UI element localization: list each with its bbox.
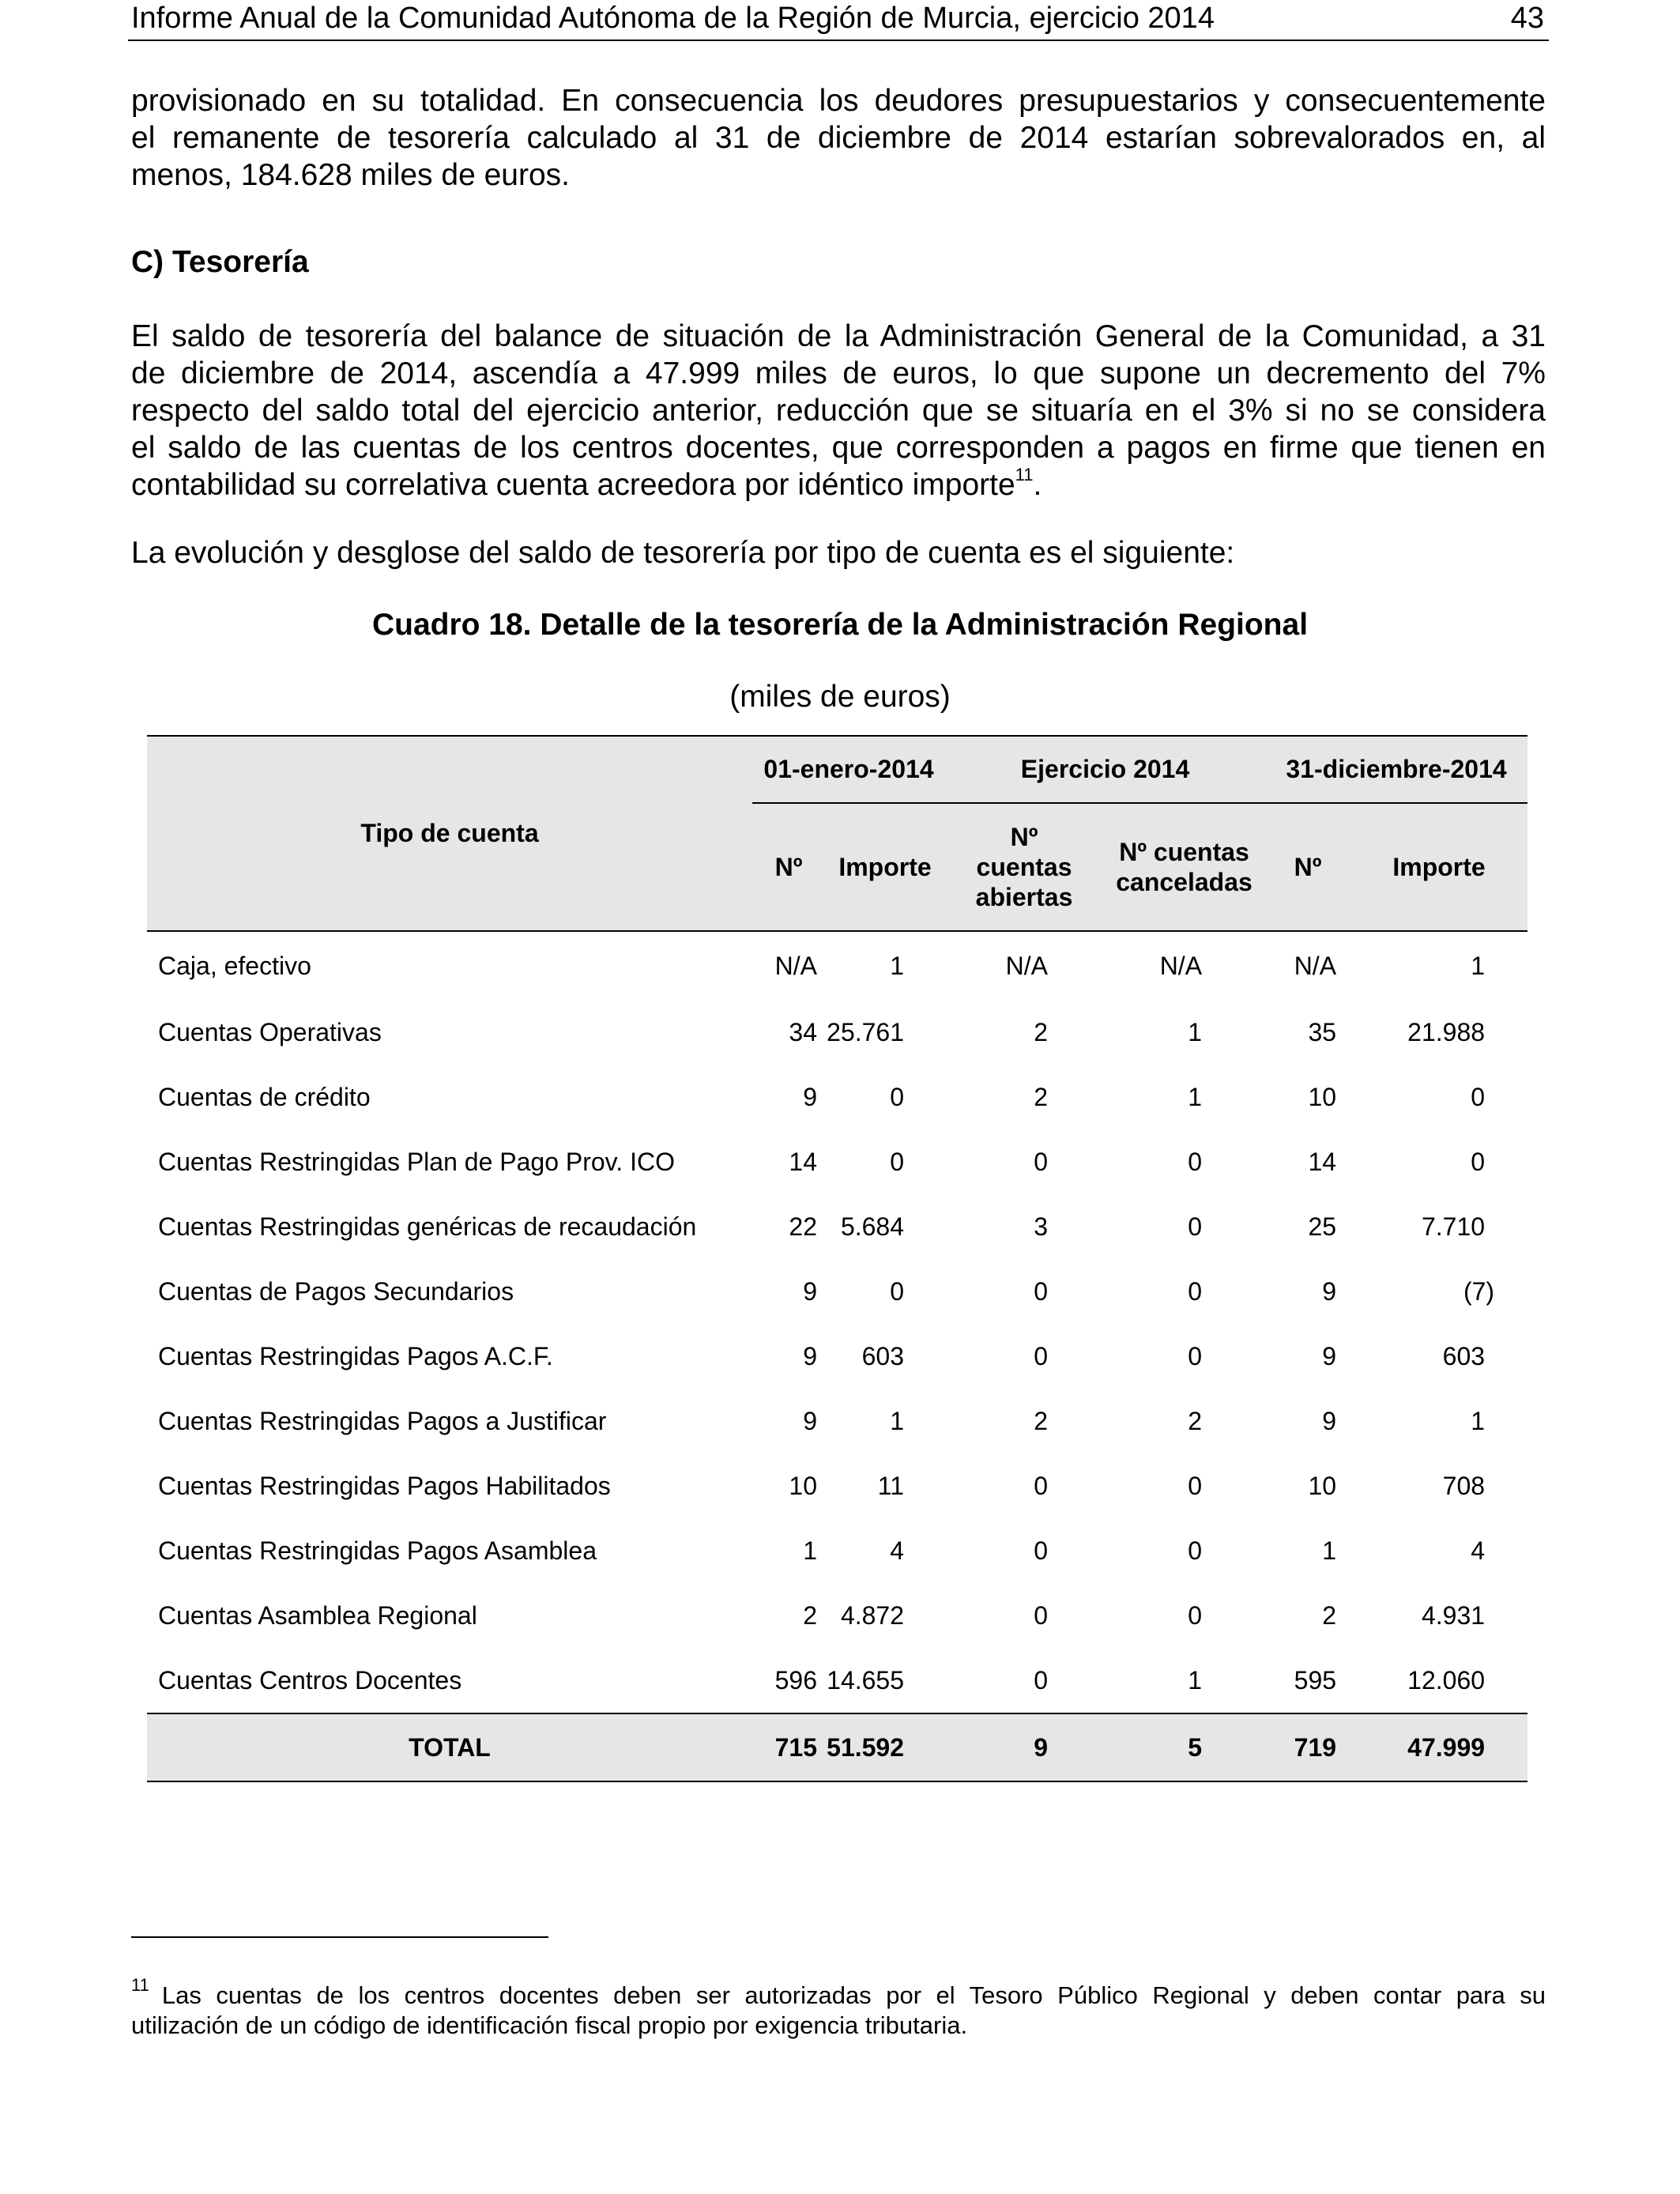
page-number: 43 <box>1510 2 1544 35</box>
header-line: abiertas <box>975 883 1073 911</box>
cell-importe-closing: 7.710 <box>1421 1212 1486 1241</box>
cell-importe-opening: 4 <box>890 1536 905 1565</box>
table-row <box>147 1648 1527 1713</box>
header-group-closing: 31-diciembre-2014 <box>1265 736 1527 803</box>
cell-abiertas: 0 <box>1034 1276 1049 1306</box>
lead-in-paragraph <box>131 534 1546 571</box>
table-row <box>147 1518 1527 1583</box>
cell-canceladas: 2 <box>1188 1406 1203 1435</box>
row-label: Cuentas Asamblea Regional <box>158 1600 477 1630</box>
cell-importe-closing: 4.931 <box>1421 1600 1486 1630</box>
cell-num-opening: 2 <box>803 1600 817 1630</box>
row-label: Cuentas de crédito <box>158 1082 371 1111</box>
table-caption: Cuadro 18. Detalle de la tesorería de la Administración Regional <box>371 608 1309 642</box>
row-label: Cuentas Restringidas Pagos Habilitados <box>158 1471 611 1500</box>
row-label: Cuentas Restringidas Pagos Asamblea <box>158 1536 597 1565</box>
cell-num-closing: 9 <box>1322 1406 1337 1435</box>
cell-canceladas: 0 <box>1188 1600 1203 1630</box>
header-group-opening: 01-enero-2014 <box>752 736 945 803</box>
cell-importe-closing: 0 <box>1471 1082 1486 1111</box>
paragraph-line: El saldo de tesorería del balance de situación de la Administración General de la Comunidad, a 31 <box>131 319 1546 353</box>
cell-canceladas: 0 <box>1188 1471 1203 1500</box>
total-label: TOTAL <box>147 1713 752 1781</box>
table-row <box>147 1000 1527 1065</box>
paragraph-line: respecto del saldo total del ejercicio anterior, reducción que se situaría en el 3% si no se considera <box>131 394 1546 428</box>
cell-num-closing: 25 <box>1308 1212 1337 1241</box>
header-group-year: Ejercicio 2014 <box>945 736 1265 803</box>
header-importe-opening: Importe <box>825 803 945 931</box>
cell-abiertas: 3 <box>1034 1212 1049 1241</box>
row-label: Cuentas Restringidas genéricas de recaudación <box>158 1212 697 1241</box>
cell-abiertas: 2 <box>1034 1017 1049 1046</box>
body-paragraph <box>131 318 1546 503</box>
header-importe-closing: Importe <box>1350 803 1527 931</box>
cell-importe-opening: 0 <box>890 1082 905 1111</box>
cell-importe-opening: 14.655 <box>827 1665 905 1695</box>
footnote-reference[interactable]: 11 <box>1015 465 1034 484</box>
cell-importe-closing: 708 <box>1442 1471 1486 1500</box>
footnote-line <box>131 1975 1546 2011</box>
cell-importe-closing: 1 <box>1471 951 1486 980</box>
cell-canceladas: 0 <box>1188 1341 1203 1370</box>
table-total-row <box>147 1713 1527 1781</box>
cell-canceladas: 1 <box>1188 1082 1203 1111</box>
footnote-text: Las cuentas de los centros docentes deben ser autorizadas por el Tesoro Público Regional y deben contar para su <box>161 1981 1546 2009</box>
cell-num-closing: 14 <box>1308 1147 1337 1176</box>
cell-canceladas: 1 <box>1188 1665 1203 1695</box>
cell-abiertas: 0 <box>1034 1665 1049 1695</box>
intro-paragraph <box>131 82 1546 194</box>
cell-importe-opening: 11 <box>877 1471 905 1500</box>
table-row <box>147 1583 1527 1648</box>
cell-num-opening: 34 <box>789 1017 817 1046</box>
table-row <box>147 1065 1527 1129</box>
cell-canceladas: 0 <box>1188 1147 1203 1176</box>
header-cuentas-abiertas <box>945 803 1103 931</box>
cell-num-closing: 9 <box>1322 1276 1337 1306</box>
row-label: Cuentas Restringidas Pagos a Justificar <box>158 1406 607 1435</box>
table-row <box>147 1129 1527 1194</box>
cell-num-closing: 595 <box>1294 1665 1337 1695</box>
cell-num-closing: 10 <box>1308 1082 1337 1111</box>
section-heading: C) Tesorería <box>131 245 309 279</box>
cell-num-closing: 35 <box>1308 1017 1337 1046</box>
total-canceladas: 5 <box>1103 1713 1265 1781</box>
table-header-row <box>147 736 1527 803</box>
cell-importe-closing: 21.988 <box>1407 1017 1486 1046</box>
total-importe-closing: 47.999 <box>1350 1713 1527 1781</box>
table-row <box>147 1389 1527 1453</box>
report-title: Informe Anual de la Comunidad Autónoma de la Región de Murcia, ejercicio 2014 <box>131 2 1215 35</box>
total-num-closing: 719 <box>1265 1713 1350 1781</box>
header-num-opening: Nº <box>752 803 825 931</box>
cell-importe-opening: 5.684 <box>840 1212 905 1241</box>
cell-importe-opening: 0 <box>890 1147 905 1176</box>
row-label: Cuentas Restringidas Pagos A.C.F. <box>158 1341 553 1370</box>
treasury-table-container <box>147 735 1527 1782</box>
table-row <box>147 1194 1527 1259</box>
cell-abiertas: 0 <box>1034 1471 1049 1500</box>
cell-importe-closing: 1 <box>1471 1406 1486 1435</box>
row-label: Cuentas Restringidas Plan de Pago Prov. ICO <box>158 1147 675 1176</box>
cell-num-opening: 596 <box>774 1665 817 1695</box>
cell-canceladas: N/A <box>1159 951 1203 980</box>
header-num-closing: Nº <box>1265 803 1350 931</box>
cell-importe-closing: 4 <box>1471 1536 1486 1565</box>
cell-abiertas: 0 <box>1034 1600 1049 1630</box>
header-line: canceladas <box>1116 868 1252 896</box>
cell-num-closing: 2 <box>1322 1600 1337 1630</box>
total-num-opening: 715 <box>752 1713 825 1781</box>
paragraph-line: menos, 184.628 miles de euros. <box>131 158 570 192</box>
running-header <box>128 0 1549 41</box>
cell-importe-closing: 0 <box>1471 1147 1486 1176</box>
cell-num-opening: 9 <box>803 1276 817 1306</box>
paragraph-line <box>131 466 1546 503</box>
cell-num-opening: 9 <box>803 1341 817 1370</box>
cell-abiertas: 0 <box>1034 1536 1049 1565</box>
paragraph-line: provisionado en su totalidad. En consecuencia los deudores presupuestarios y consecuentemente <box>131 84 1546 118</box>
table-row <box>147 1259 1527 1324</box>
cell-canceladas: 1 <box>1188 1017 1203 1046</box>
table-row <box>147 1324 1527 1389</box>
paragraph-line: La evolución y desglose del saldo de tesorería por tipo de cuenta es el siguiente: <box>131 536 1235 570</box>
cell-importe-closing: (7) <box>1463 1276 1495 1306</box>
cell-importe-opening: 1 <box>890 951 905 980</box>
row-label: Cuentas Operativas <box>158 1017 382 1046</box>
cell-importe-closing: 12.060 <box>1407 1665 1486 1695</box>
cell-num-opening: 9 <box>803 1082 817 1111</box>
footnote <box>131 1975 1546 2041</box>
cell-num-opening: 1 <box>803 1536 817 1565</box>
treasury-table <box>147 735 1527 1782</box>
cell-canceladas: 0 <box>1188 1212 1203 1241</box>
cell-num-opening: 22 <box>789 1212 817 1241</box>
header-line: Nº cuentas <box>1119 838 1249 866</box>
header-line: Nº <box>1010 823 1038 851</box>
paragraph-text: contabilidad su correlativa cuenta acreedora por idéntico importe <box>131 468 1015 502</box>
row-label: Cuentas Centros Docentes <box>158 1665 462 1695</box>
cell-abiertas: N/A <box>1005 951 1049 980</box>
row-label: Cuentas de Pagos Secundarios <box>158 1276 514 1306</box>
cell-num-closing: 9 <box>1322 1341 1337 1370</box>
cell-num-closing: 1 <box>1322 1536 1337 1565</box>
cell-num-opening: 9 <box>803 1406 817 1435</box>
cell-abiertas: 2 <box>1034 1406 1049 1435</box>
paragraph-line: de diciembre de 2014, ascendía a 47.999 miles de euros, lo que supone un decremento del 7% <box>131 356 1546 390</box>
cell-importe-opening: 1 <box>890 1406 905 1435</box>
footnote-line: utilización de un código de identificación fiscal propio por exigencia tributaria. <box>131 2011 968 2039</box>
cell-abiertas: 2 <box>1034 1082 1049 1111</box>
cell-importe-opening: 4.872 <box>840 1600 905 1630</box>
footnote-separator <box>131 1936 548 1938</box>
cell-importe-opening: 0 <box>890 1276 905 1306</box>
cell-canceladas: 0 <box>1188 1536 1203 1565</box>
paragraph-line: el remanente de tesorería calculado al 31 de diciembre de 2014 estarían sobrevalorados en, al <box>131 121 1546 155</box>
cell-importe-opening: 25.761 <box>827 1017 905 1046</box>
table-units: (miles de euros) <box>729 680 951 714</box>
paragraph-line: el saldo de las cuentas de los centros docentes, que corresponden a pagos en firme que tienen en <box>131 431 1546 465</box>
table-row <box>147 931 1527 1000</box>
total-importe-opening: 51.592 <box>825 1713 945 1781</box>
total-abiertas: 9 <box>945 1713 1103 1781</box>
header-line: cuentas <box>976 853 1072 881</box>
cell-abiertas: 0 <box>1034 1341 1049 1370</box>
cell-num-opening: N/A <box>774 951 817 980</box>
cell-importe-closing: 603 <box>1442 1341 1486 1370</box>
footnote-number: 11 <box>131 1975 149 1995</box>
cell-importe-opening: 603 <box>861 1341 905 1370</box>
cell-num-opening: 10 <box>789 1471 817 1500</box>
header-cuentas-canceladas <box>1103 803 1265 931</box>
paragraph-end: . <box>1033 468 1042 502</box>
table-row <box>147 1453 1527 1518</box>
cell-num-opening: 14 <box>789 1147 817 1176</box>
header-tipo-de-cuenta: Tipo de cuenta <box>147 736 752 931</box>
cell-abiertas: 0 <box>1034 1147 1049 1176</box>
cell-num-closing: N/A <box>1294 951 1337 980</box>
cell-num-closing: 10 <box>1308 1471 1337 1500</box>
row-label: Caja, efectivo <box>158 951 311 980</box>
cell-canceladas: 0 <box>1188 1276 1203 1306</box>
